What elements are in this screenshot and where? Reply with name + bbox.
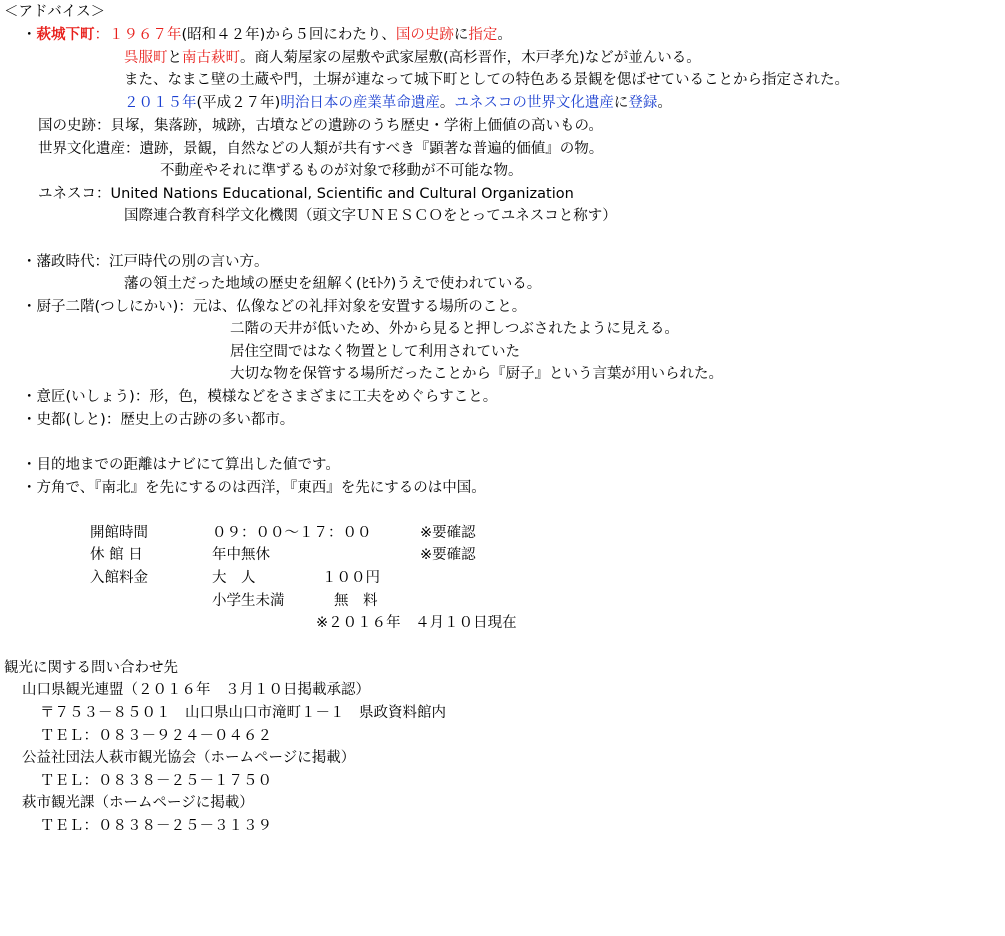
fee-label: 入館料金 (90, 570, 148, 586)
distance-note: ・目的地までの距離はナビにて算出した値です。 (22, 457, 340, 473)
hansei-definition-1: ・藩政時代：江戸時代の別の言い方。 (22, 254, 269, 270)
contact-org-1-tel: ＴＥＬ：０８３－９２４－０４６２ (40, 728, 272, 744)
hagi-registration: 登録 (628, 95, 658, 111)
hagi-designation: 指定 (468, 27, 498, 43)
hagi-year-2015: ２０１５年 (124, 95, 197, 111)
hagi-line1-end: 。 (497, 27, 512, 43)
kofuku-town: 呉服町 (124, 50, 168, 66)
hagi-bullet: ・ (22, 27, 37, 43)
child-label: 小学生未満 (212, 593, 285, 609)
hagi-line4-dot: 。 (439, 95, 455, 111)
hagi-colon: ： (94, 27, 109, 43)
hagi-line-3: また、なまこ壁の土蔵や門，土塀が連なって城下町としての特色ある景観を偲ばせていることから指定された。 (124, 72, 849, 88)
unesco-english-name: United Nations Educational, Scientific and Cultural Organization (110, 186, 574, 202)
unesco-label: ユネスコ： (38, 186, 111, 202)
hagi-national-site: 国の史跡 (395, 27, 454, 43)
shito-definition: ・史都(しと)：歴史上の古跡の多い都市。 (22, 412, 295, 428)
hagi-year-1967: １９６７年 (109, 27, 182, 43)
zushi-definition-4: 大切な物を保管する場所だったことから『厨子』という言葉が用いられた。 (230, 366, 723, 382)
hagi-line-2 (124, 48, 701, 68)
hagi-line2-rest: 。商人菊屋家の屋敷や武家屋敷(高杉晋作，木戸孝允)などが並んいる。 (240, 50, 701, 66)
hours-value: ０９：００～１７：００ (212, 525, 372, 541)
hagi-line4-wareki: (平成２７年) (196, 95, 281, 111)
contacts-heading: 観光に関する問い合わせ先 (4, 660, 178, 676)
contact-org-3-tel: ＴＥＬ：０８３８－２５－３１３９ (40, 818, 272, 834)
contact-org-2-tel: ＴＥＬ：０８３８－２５－１７５０ (40, 773, 272, 789)
hagi-term: 萩城下町 (36, 27, 95, 43)
adult-label: 大 人 (212, 570, 256, 586)
zushi-definition-1: ・厨子二階(つしにかい)：元は、仏像などの礼拝対象を安置する場所のこと。 (22, 299, 527, 315)
hours-label: 開館時間 (90, 525, 148, 541)
closed-note: ※要確認 (420, 547, 476, 563)
unesco-line-1 (38, 184, 574, 204)
national-site-definition: 国の史跡：貝塚，集落跡，城跡，古墳などの遺跡のうち歴史・学術上価値の高いもの。 (38, 118, 603, 134)
hagi-line1-ni: に (453, 27, 469, 43)
contact-org-1: 山口県観光連盟（２０１６年 ３月１０日掲載承認） (22, 682, 370, 698)
isho-definition: ・意匠(いしょう)：形，色，模様などをさまざまに工夫をめぐらすこと。 (22, 389, 498, 405)
adult-fee: １００円 (322, 570, 380, 586)
hagi-line-1 (22, 25, 512, 45)
unesco-japanese-name: 国際連合教育科学文化機関（頭文字ＵＮＥＳＣＯをとってユネスコと称す） (124, 208, 617, 224)
zushi-definition-2: 二階の天井が低いため、外から見ると押しつぶされたように見える。 (230, 321, 679, 337)
closed-label: 休 館 日 (90, 547, 143, 563)
hours-note: ※要確認 (420, 525, 476, 541)
as-of-date: ※２０１６年 ４月１０日現在 (316, 615, 517, 631)
minami-kohagi-town: 南古萩町 (182, 50, 240, 66)
meiji-industrial-heritage: 明治日本の産業革命遺産 (280, 95, 440, 111)
world-heritage-definition-1: 世界文化遺産：遺跡，景観，自然などの人類が共有すべき『顕著な普遍的価値』の物。 (38, 141, 604, 157)
hagi-line4-ni: に (613, 95, 629, 111)
hagi-line1-mid: (昭和４２年)から５回にわたり、 (181, 27, 396, 43)
world-heritage-definition-2: 不動産やそれに準ずるものが対象で移動が不可能な物。 (160, 163, 523, 179)
zushi-definition-3: 居住空間ではなく物置として利用されていた (230, 344, 520, 360)
child-fee: 無 料 (334, 593, 378, 609)
hagi-line2-to: と (167, 50, 182, 66)
hagi-line4-end: 。 (657, 95, 672, 111)
hagi-line-4 (124, 93, 672, 113)
hansei-definition-2: 藩の領土だった地域の歴史を紐解く(ﾋﾓﾄｸ)うえで使われている。 (124, 276, 542, 292)
closed-value: 年中無休 (212, 547, 270, 563)
advice-heading: ＜アドバイス＞ (4, 4, 106, 20)
contact-org-3: 萩市観光課（ホームページに掲載） (22, 795, 254, 811)
contact-org-2: 公益社団法人萩市観光協会（ホームページに掲載） (22, 750, 356, 766)
direction-note: ・方角で、『南北』を先にするのは西洋，『東西』を先にするのは中国。 (22, 480, 486, 496)
unesco-world-heritage: ユネスコの世界文化遺産 (454, 95, 614, 111)
contact-org-1-address: 〒７５３－８５０１ 山口県山口市滝町１－１ 県政資料館内 (40, 705, 446, 721)
